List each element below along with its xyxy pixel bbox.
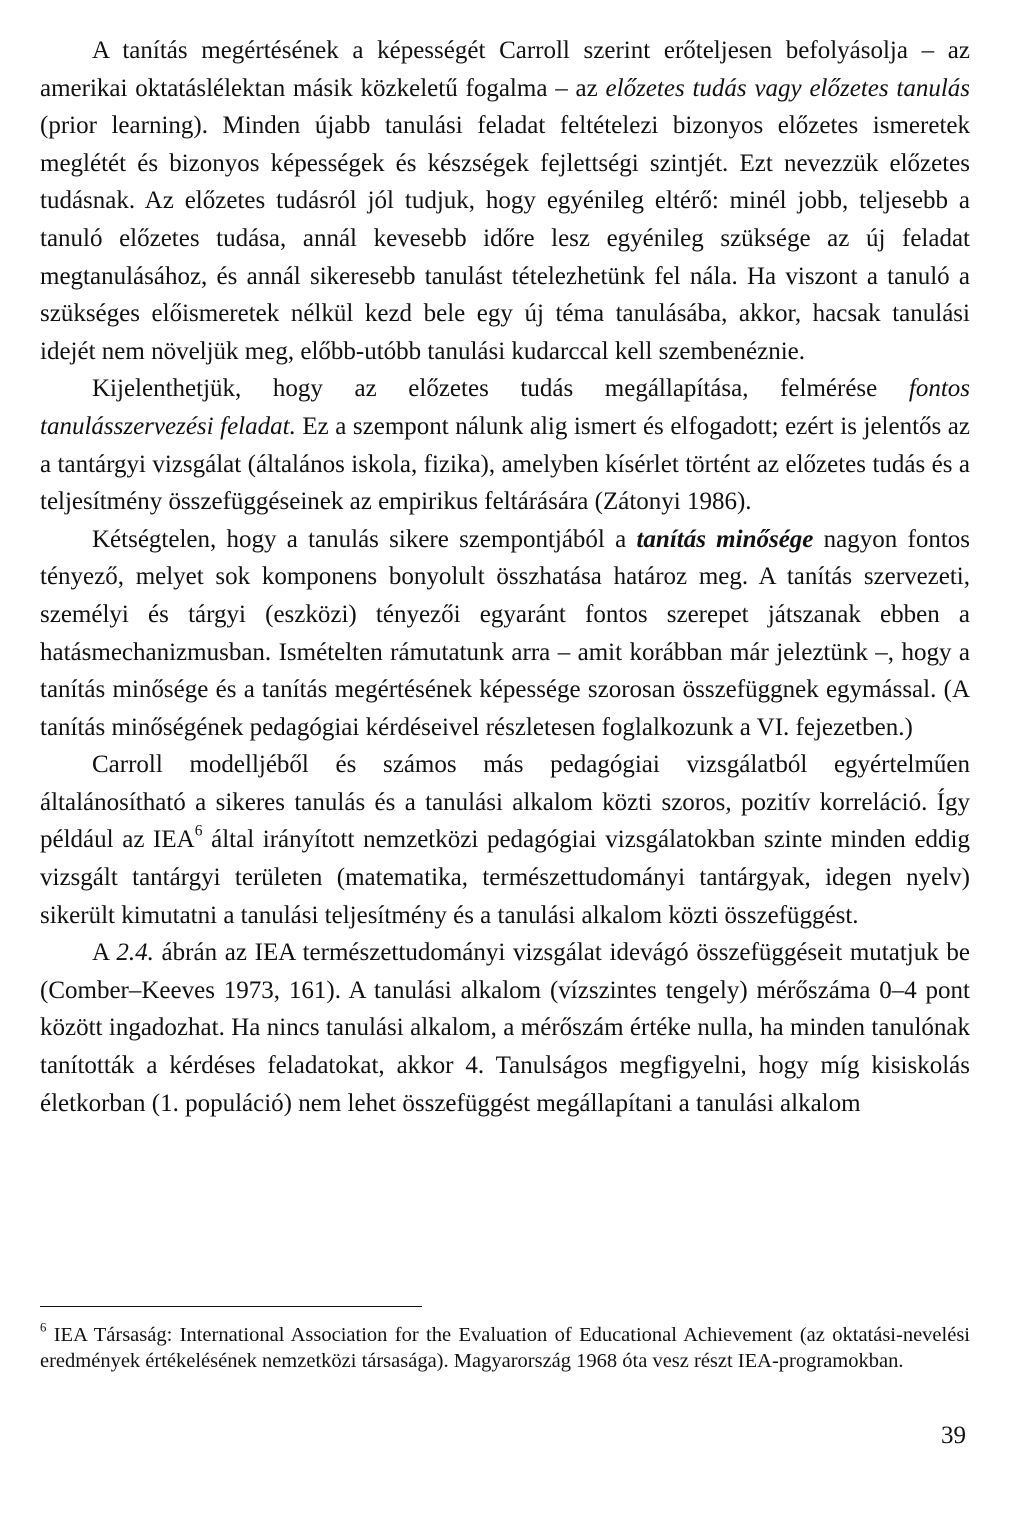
- page-number: 39: [941, 1422, 966, 1449]
- text-run: A tanítás megértésének a képességét Carroll szerint erőteljesen befolyásolja – az amerikai oktatáslélektan másik közkeletű fogalma – az: [40, 37, 970, 102]
- text-run: Kijelenthetjük, hogy az előzetes tudás megállapítása, felmérése: [92, 375, 909, 403]
- text-run: ábrán az IEA természettudományi vizsgálat idevágó összefüggéseit mutatjuk be (Comber–Keeves 1973, 161). A tanulási alkalom (vízszintes tengely) mérőszáma 0–4 pont között ingadozhat. Ha nincs tanulási alkalom, a mérőszám értéke nulla, ha minden tanulónak tanították a kérdéses feladatokat, akkor 4. Tanulságos megfigyelni, hogy míg kisiskolás életkorban (1. populáció) nem lehet összefüggést megállapítani a tanulási alkalom: [40, 939, 970, 1117]
- paragraph-carroll-model: [40, 746, 970, 934]
- footnote-divider: [40, 1306, 422, 1307]
- footnote-marker: 6: [40, 1320, 47, 1335]
- page-body: [40, 32, 970, 1122]
- figure-reference: 2.4.: [116, 939, 154, 967]
- footnote-reference: 6: [194, 822, 203, 840]
- text-run: Kétségtelen, hogy a tanulás sikere szempontjából a: [92, 525, 637, 553]
- italic-term: fontos tanulásszervezési feladat.: [40, 375, 970, 440]
- bold-italic-term: tanítás minősége: [636, 525, 814, 553]
- paragraph-iea-figure: [40, 934, 970, 1122]
- footnote-text: IEA Társaság: International Association for the Evaluation of Educational Achievement (az oktatási-nevelési eredmények értékelésének nemzetközi társasága). Magyarország 1968 óta vesz részt IEA-programokban.: [40, 1324, 970, 1372]
- footnote: [40, 1320, 970, 1374]
- paragraph-prior-knowledge: [40, 32, 970, 370]
- text-run: A: [92, 939, 117, 967]
- text-run: (prior learning). Minden újabb tanulási feladat feltételezi bizonyos előzetes ismeretek meglétét és bizonyos képességek és készségek fejlettségi szintjét. Ezt nevezzük előzetes tudásnak. Az előzetes tudásról jól tudjuk, hogy egyénileg eltérő: minél jobb, teljesebb a tanuló előzetes tudása, annál kevesebb időre lesz egyénileg szüksége az új feladat megtanulásához, és annál sikeresebb tanulást tételezhetünk fel nála. Ha viszont a tanuló a szükséges előismeretek nélkül kezd bele egy új téma tanulásába, akkor, hacsak tanulási idejét nem növeljük meg, előbb-utóbb tanulási kudarccal kell szembenéznie.: [40, 112, 970, 365]
- text-run: Ez a szempont nálunk alig ismert és elfogadott; ezért is jelentős az a tantárgyi vizsgálat (általános iskola, fizika), amelyben kísérlet történt az előzetes tudás és a teljesítmény összefüggéseinek az empirikus feltárására (Zátonyi 1986).: [40, 412, 970, 516]
- paragraph-teaching-quality: [40, 521, 970, 747]
- paragraph-assessment: [40, 370, 970, 520]
- text-run: által irányított nemzetközi pedagógiai vizsgálatokban szinte minden eddig vizsgált tantárgyi területen (matematika, természettudományi tantárgyak, idegen nyelv) sikerült kimutatni a tanulási teljesítmény és a tanulási alkalom közti összefüggést.: [40, 826, 970, 929]
- italic-term: előzetes tudás vagy előzetes tanulás: [605, 74, 971, 102]
- text-run: nagyon fontos tényező, melyet sok komponens bonyolult összhatása határoz meg. A tanítás szervezeti, személyi és tárgyi (eszközi) tényezői egyaránt fontos szerepet játszanak ebben a hatásmechanizmusban. Ismételten rámutatunk arra – amit korábban már jeleztünk –, hogy a tanítás minősége és a tanítás megértésének képessége szorosan összefüggnek egymással. (A tanítás minőségének pedagógiai kérdéseivel részletesen foglalkozunk a VI. fejezetben.): [40, 525, 970, 741]
- text-run: Carroll modelljéből és számos más pedagógiai vizsgálatból egyértelműen általánosítható a sikeres tanulás és a tanulási alkalom közti szoros, pozitív korreláció. Így például az IEA: [40, 751, 970, 854]
